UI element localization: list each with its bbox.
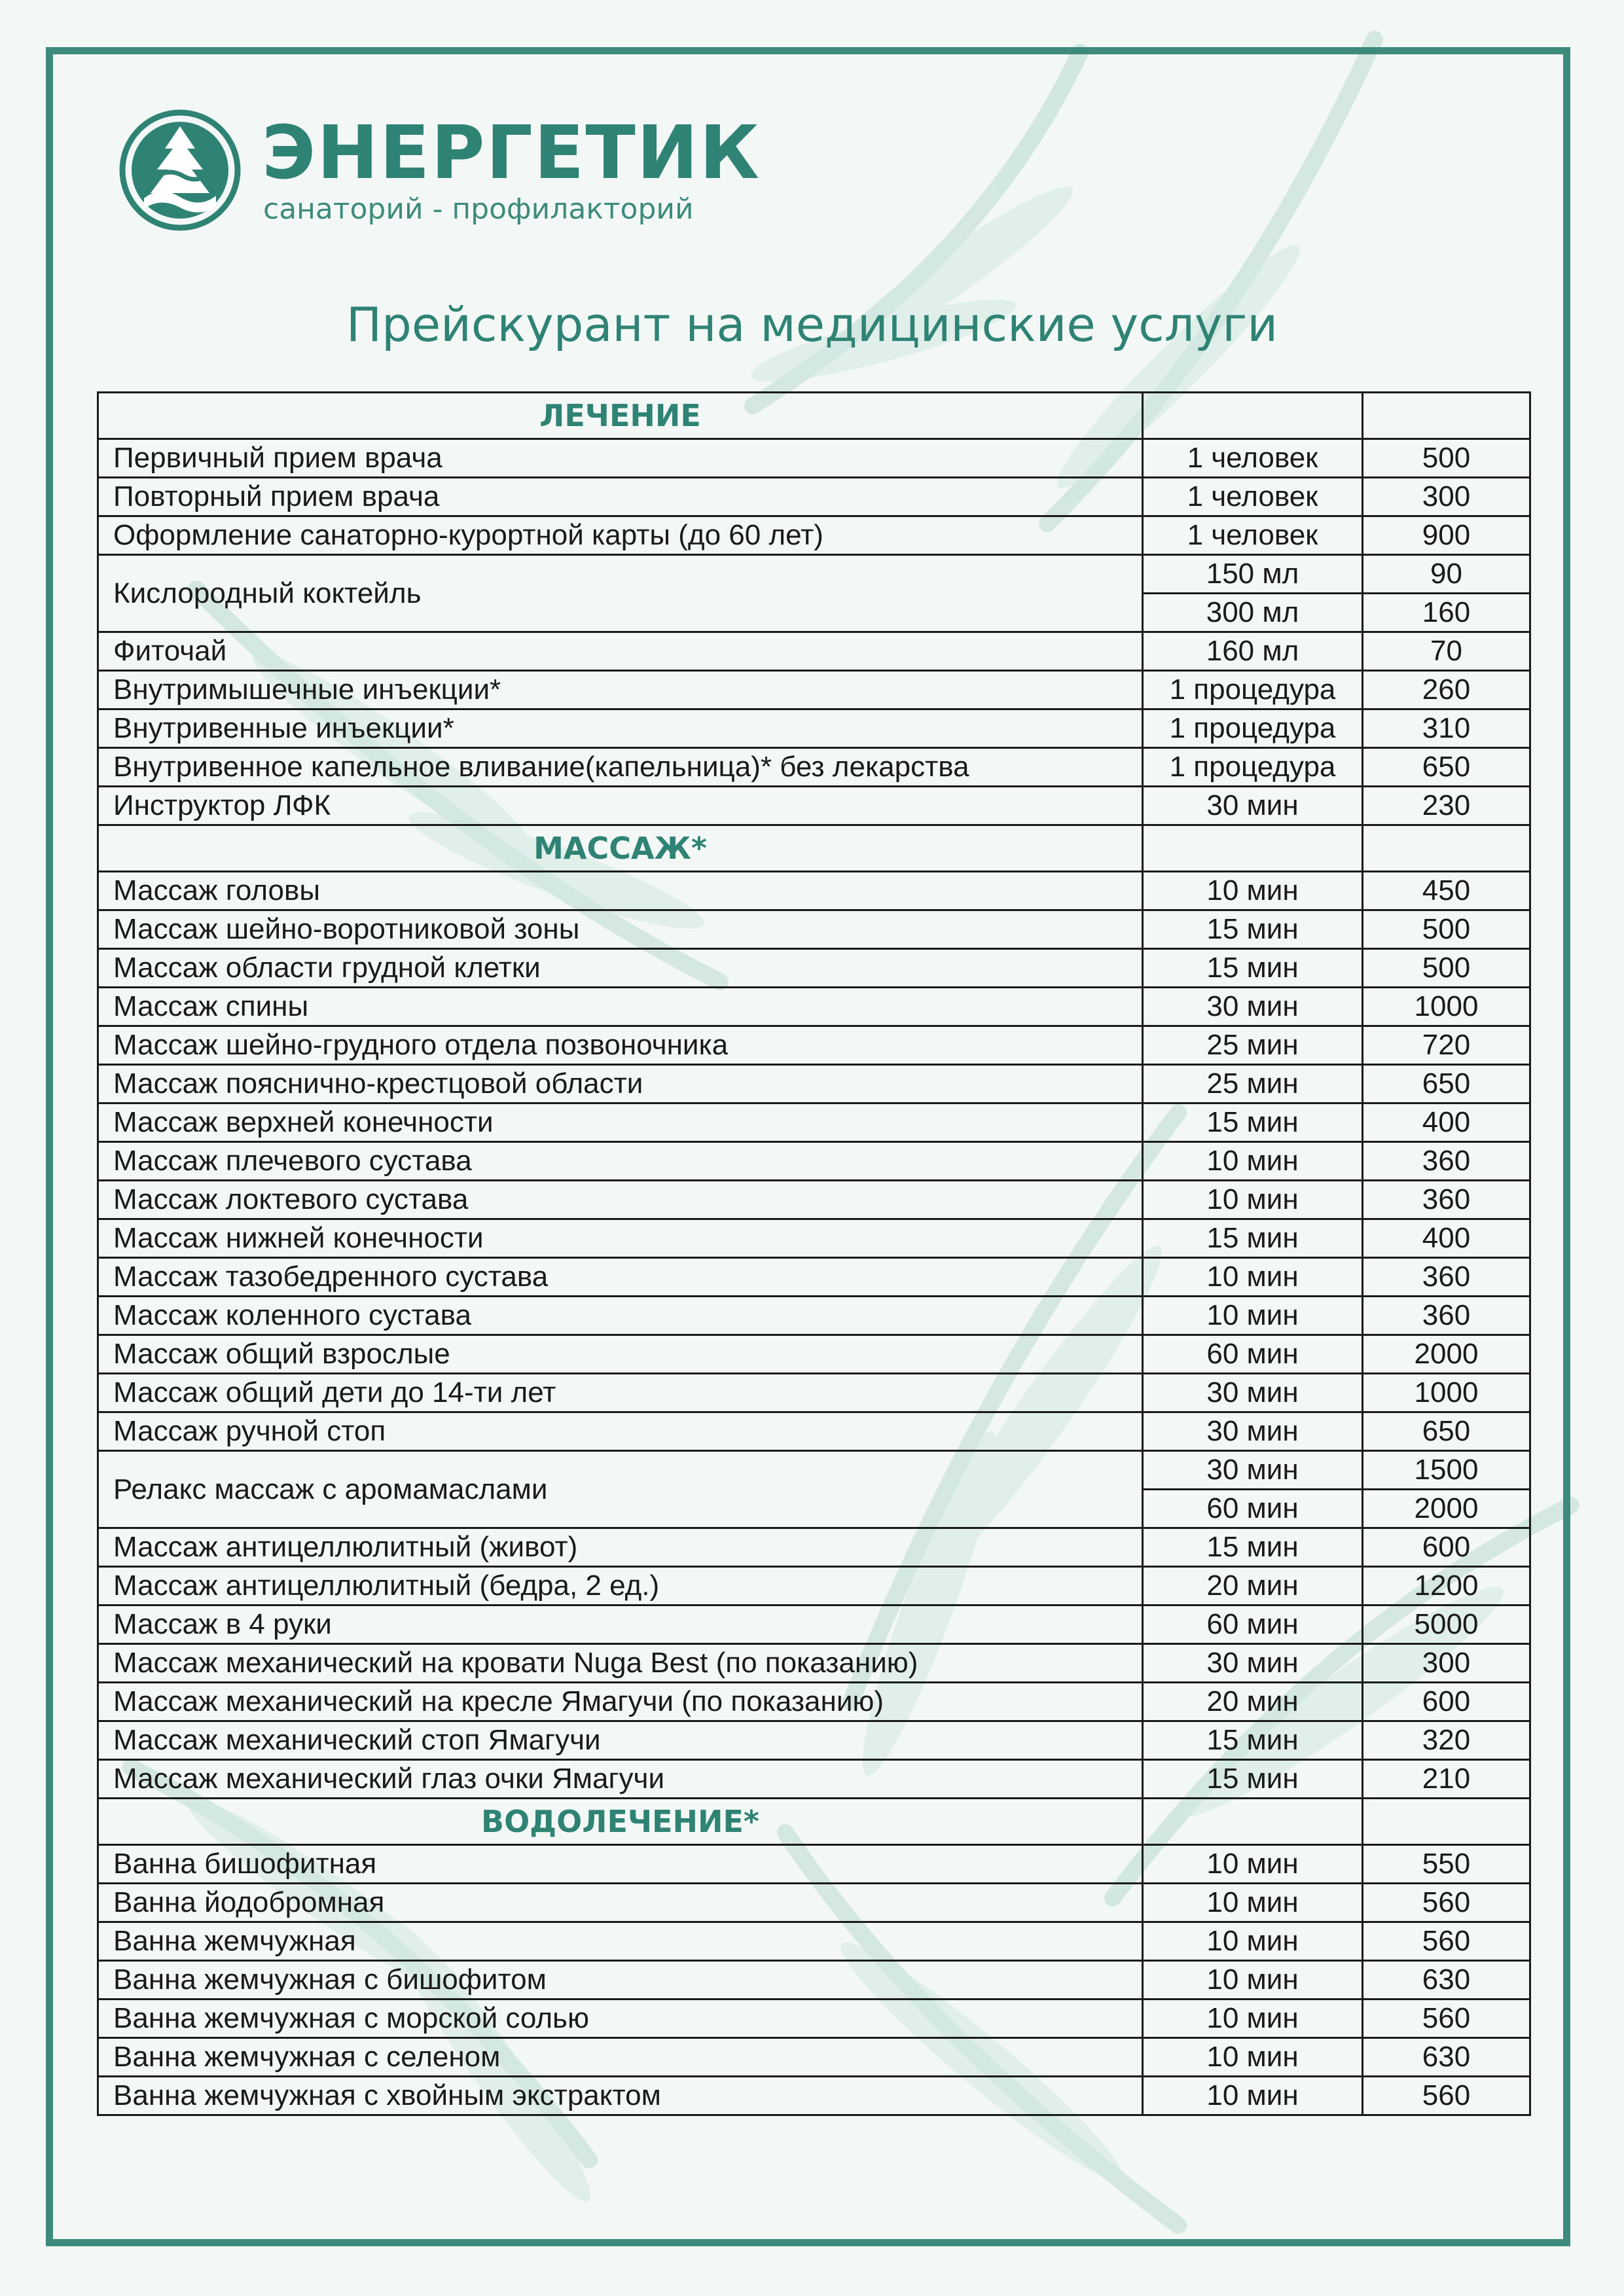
service-name: Повторный прием врача bbox=[98, 478, 1143, 516]
service-unit: 10 мин bbox=[1143, 2038, 1363, 2077]
service-price: 310 bbox=[1363, 709, 1530, 748]
service-price: 320 bbox=[1363, 1721, 1530, 1760]
table-row bbox=[98, 949, 1530, 988]
service-name: Массаж области грудной клетки bbox=[98, 949, 1143, 988]
service-unit: 1 человек bbox=[1143, 478, 1363, 516]
service-unit: 15 мин bbox=[1143, 1528, 1363, 1567]
section-title: ЛЕЧЕНИЕ bbox=[98, 393, 1143, 439]
service-price: 560 bbox=[1363, 2077, 1530, 2115]
service-name: Ванна йодобромная bbox=[98, 1884, 1143, 1922]
service-name: Ванна жемчужная с морской солью bbox=[98, 2000, 1143, 2038]
service-name: Массаж механический стоп Ямагучи bbox=[98, 1721, 1143, 1760]
service-unit: 15 мин bbox=[1143, 1219, 1363, 1258]
service-price: 630 bbox=[1363, 1961, 1530, 2000]
table-row bbox=[98, 555, 1530, 594]
service-unit: 15 мин bbox=[1143, 910, 1363, 949]
service-name: Массаж нижней конечности bbox=[98, 1219, 1143, 1258]
table-row bbox=[98, 748, 1530, 787]
service-price: 600 bbox=[1363, 1683, 1530, 1721]
service-price: 650 bbox=[1363, 1412, 1530, 1451]
service-name: Массаж головы bbox=[98, 872, 1143, 910]
service-unit: 30 мин bbox=[1143, 1412, 1363, 1451]
service-name: Массаж общий дети до 14-ти лет bbox=[98, 1374, 1143, 1412]
service-unit: 15 мин bbox=[1143, 949, 1363, 988]
service-price: 360 bbox=[1363, 1142, 1530, 1181]
service-unit: 25 мин bbox=[1143, 1065, 1363, 1103]
table-row bbox=[98, 1258, 1530, 1297]
service-price: 360 bbox=[1363, 1181, 1530, 1219]
service-unit: 1 процедура bbox=[1143, 709, 1363, 748]
page-title: Прейскурант на медицинские услуги bbox=[346, 297, 1278, 352]
service-price: 560 bbox=[1363, 1922, 1530, 1961]
service-name: Ванна бишофитная bbox=[98, 1845, 1143, 1884]
table-row bbox=[98, 1335, 1530, 1374]
service-unit: 25 мин bbox=[1143, 1026, 1363, 1065]
service-unit: 10 мин bbox=[1143, 1884, 1363, 1922]
table-row bbox=[98, 1922, 1530, 1961]
service-unit: 30 мин bbox=[1143, 1451, 1363, 1490]
service-name: Релакс массаж с аромамаслами bbox=[98, 1451, 1143, 1528]
table-row bbox=[98, 1412, 1530, 1451]
service-price: 1000 bbox=[1363, 988, 1530, 1026]
service-price: 360 bbox=[1363, 1258, 1530, 1297]
service-price: 560 bbox=[1363, 2000, 1530, 2038]
section-title: МАССАЖ* bbox=[98, 825, 1143, 872]
service-unit: 1 человек bbox=[1143, 439, 1363, 478]
table-row bbox=[98, 1605, 1530, 1644]
table-row bbox=[98, 1026, 1530, 1065]
service-name: Массаж плечевого сустава bbox=[98, 1142, 1143, 1181]
service-unit: 20 мин bbox=[1143, 1683, 1363, 1721]
table-row bbox=[98, 1374, 1530, 1412]
service-unit: 15 мин bbox=[1143, 1103, 1363, 1142]
service-unit: 10 мин bbox=[1143, 1922, 1363, 1961]
service-unit: 60 мин bbox=[1143, 1335, 1363, 1374]
service-name: Фиточай bbox=[98, 632, 1143, 671]
service-name: Ванна жемчужная с бишофитом bbox=[98, 1961, 1143, 2000]
table-row bbox=[98, 1528, 1530, 1567]
service-unit: 30 мин bbox=[1143, 1374, 1363, 1412]
table-row bbox=[98, 2077, 1530, 2115]
service-price: 650 bbox=[1363, 748, 1530, 787]
service-price: 2000 bbox=[1363, 1335, 1530, 1374]
service-unit: 300 мл bbox=[1143, 594, 1363, 632]
service-name: Кислородный коктейль bbox=[98, 555, 1143, 632]
service-unit: 10 мин bbox=[1143, 2000, 1363, 2038]
service-price: 500 bbox=[1363, 910, 1530, 949]
service-unit: 10 мин bbox=[1143, 1297, 1363, 1335]
brand-name: ЭНЕРГЕТИК bbox=[262, 111, 761, 196]
service-price: 630 bbox=[1363, 2038, 1530, 2077]
section-empty-unit-cell bbox=[1143, 1799, 1363, 1845]
service-name: Массаж верхней конечности bbox=[98, 1103, 1143, 1142]
table-row bbox=[98, 1683, 1530, 1721]
service-unit: 1 процедура bbox=[1143, 671, 1363, 709]
table-row bbox=[98, 1721, 1530, 1760]
service-unit: 60 мин bbox=[1143, 1605, 1363, 1644]
service-name: Массаж спины bbox=[98, 988, 1143, 1026]
section-empty-unit-cell bbox=[1143, 393, 1363, 439]
table-row bbox=[98, 910, 1530, 949]
service-price: 2000 bbox=[1363, 1490, 1530, 1528]
service-unit: 10 мин bbox=[1143, 872, 1363, 910]
service-price: 300 bbox=[1363, 1644, 1530, 1683]
service-name: Ванна жемчужная bbox=[98, 1922, 1143, 1961]
service-price: 5000 bbox=[1363, 1605, 1530, 1644]
service-unit: 10 мин bbox=[1143, 2077, 1363, 2115]
section-header-row bbox=[98, 393, 1530, 439]
table-row bbox=[98, 1181, 1530, 1219]
table-row bbox=[98, 1103, 1530, 1142]
service-unit: 10 мин bbox=[1143, 1258, 1363, 1297]
service-price: 720 bbox=[1363, 1026, 1530, 1065]
service-price: 360 bbox=[1363, 1297, 1530, 1335]
service-price: 90 bbox=[1363, 555, 1530, 594]
service-unit: 15 мин bbox=[1143, 1760, 1363, 1799]
service-name: Инструктор ЛФК bbox=[98, 787, 1143, 825]
table-row bbox=[98, 1451, 1530, 1490]
service-name: Внутримышечные инъекции* bbox=[98, 671, 1143, 709]
service-name: Массаж в 4 руки bbox=[98, 1605, 1143, 1644]
service-price: 400 bbox=[1363, 1219, 1530, 1258]
section-title: ВОДОЛЕЧЕНИЕ* bbox=[98, 1799, 1143, 1845]
table-row bbox=[98, 1567, 1530, 1605]
service-name: Массаж механический на кресле Ямагучи (по показанию) bbox=[98, 1683, 1143, 1721]
service-price: 450 bbox=[1363, 872, 1530, 910]
service-unit: 160 мл bbox=[1143, 632, 1363, 671]
service-name: Массаж механический глаз очки Ямагучи bbox=[98, 1760, 1143, 1799]
service-unit: 1 человек bbox=[1143, 516, 1363, 555]
table-row bbox=[98, 1845, 1530, 1884]
service-price: 500 bbox=[1363, 439, 1530, 478]
table-row bbox=[98, 1884, 1530, 1922]
brand-subtitle: санаторий - профилакторий bbox=[263, 192, 694, 226]
service-name: Массаж антицеллюлитный (живот) bbox=[98, 1528, 1143, 1567]
service-name: Ванна жемчужная с селеном bbox=[98, 2038, 1143, 2077]
service-price: 1000 bbox=[1363, 1374, 1530, 1412]
service-unit: 30 мин bbox=[1143, 787, 1363, 825]
table-row bbox=[98, 2000, 1530, 2038]
table-row bbox=[98, 1142, 1530, 1181]
table-row bbox=[98, 671, 1530, 709]
table-row bbox=[98, 1961, 1530, 2000]
section-empty-price-cell bbox=[1363, 393, 1530, 439]
section-empty-price-cell bbox=[1363, 825, 1530, 872]
service-name: Массаж шейно-воротниковой зоны bbox=[98, 910, 1143, 949]
table-row bbox=[98, 1065, 1530, 1103]
service-price: 600 bbox=[1363, 1528, 1530, 1567]
table-row bbox=[98, 2038, 1530, 2077]
table-row bbox=[98, 1760, 1530, 1799]
table-row bbox=[98, 1644, 1530, 1683]
service-unit: 30 мин bbox=[1143, 1644, 1363, 1683]
service-name: Массаж локтевого сустава bbox=[98, 1181, 1143, 1219]
service-unit: 10 мин bbox=[1143, 1961, 1363, 2000]
service-price: 900 bbox=[1363, 516, 1530, 555]
service-unit: 10 мин bbox=[1143, 1181, 1363, 1219]
table-row bbox=[98, 478, 1530, 516]
section-header-row bbox=[98, 1799, 1530, 1845]
table-row bbox=[98, 872, 1530, 910]
service-name: Массаж механический на кровати Nuga Best (по показанию) bbox=[98, 1644, 1143, 1683]
fir-tree-wave-logo-icon bbox=[118, 108, 242, 232]
service-name: Массаж тазобедренного сустава bbox=[98, 1258, 1143, 1297]
service-unit: 10 мин bbox=[1143, 1142, 1363, 1181]
service-price: 1500 bbox=[1363, 1451, 1530, 1490]
service-name: Массаж шейно-грудного отдела позвоночника bbox=[98, 1026, 1143, 1065]
table-row bbox=[98, 709, 1530, 748]
service-price: 70 bbox=[1363, 632, 1530, 671]
service-price: 160 bbox=[1363, 594, 1530, 632]
service-name: Массаж общий взрослые bbox=[98, 1335, 1143, 1374]
table-row bbox=[98, 787, 1530, 825]
service-name: Первичный прием врача bbox=[98, 439, 1143, 478]
section-empty-unit-cell bbox=[1143, 825, 1363, 872]
table-row bbox=[98, 988, 1530, 1026]
section-header-row bbox=[98, 825, 1530, 872]
service-price: 210 bbox=[1363, 1760, 1530, 1799]
service-unit: 1 процедура bbox=[1143, 748, 1363, 787]
service-unit: 60 мин bbox=[1143, 1490, 1363, 1528]
service-unit: 15 мин bbox=[1143, 1721, 1363, 1760]
table-row bbox=[98, 439, 1530, 478]
service-price: 300 bbox=[1363, 478, 1530, 516]
service-name: Массаж антицеллюлитный (бедра, 2 ед.) bbox=[98, 1567, 1143, 1605]
table-row bbox=[98, 632, 1530, 671]
table-row bbox=[98, 1297, 1530, 1335]
service-name: Внутривенное капельное вливание(капельница)* без лекарства bbox=[98, 748, 1143, 787]
service-unit: 10 мин bbox=[1143, 1845, 1363, 1884]
service-price: 560 bbox=[1363, 1884, 1530, 1922]
service-price: 550 bbox=[1363, 1845, 1530, 1884]
service-name: Массаж пояснично-крестцовой области bbox=[98, 1065, 1143, 1103]
service-name: Массаж ручной стоп bbox=[98, 1412, 1143, 1451]
service-unit: 30 мин bbox=[1143, 988, 1363, 1026]
service-price: 650 bbox=[1363, 1065, 1530, 1103]
service-name: Массаж коленного сустава bbox=[98, 1297, 1143, 1335]
service-price: 260 bbox=[1363, 671, 1530, 709]
service-name: Ванна жемчужная с хвойным экстрактом bbox=[98, 2077, 1143, 2115]
table-row bbox=[98, 1219, 1530, 1258]
service-price: 400 bbox=[1363, 1103, 1530, 1142]
service-price: 1200 bbox=[1363, 1567, 1530, 1605]
table-row bbox=[98, 516, 1530, 555]
price-table bbox=[97, 391, 1531, 2116]
service-price: 230 bbox=[1363, 787, 1530, 825]
service-name: Оформление санаторно-курортной карты (до 60 лет) bbox=[98, 516, 1143, 555]
service-unit: 20 мин bbox=[1143, 1567, 1363, 1605]
service-name: Внутривенные инъекции* bbox=[98, 709, 1143, 748]
section-empty-price-cell bbox=[1363, 1799, 1530, 1845]
service-unit: 150 мл bbox=[1143, 555, 1363, 594]
service-price: 500 bbox=[1363, 949, 1530, 988]
